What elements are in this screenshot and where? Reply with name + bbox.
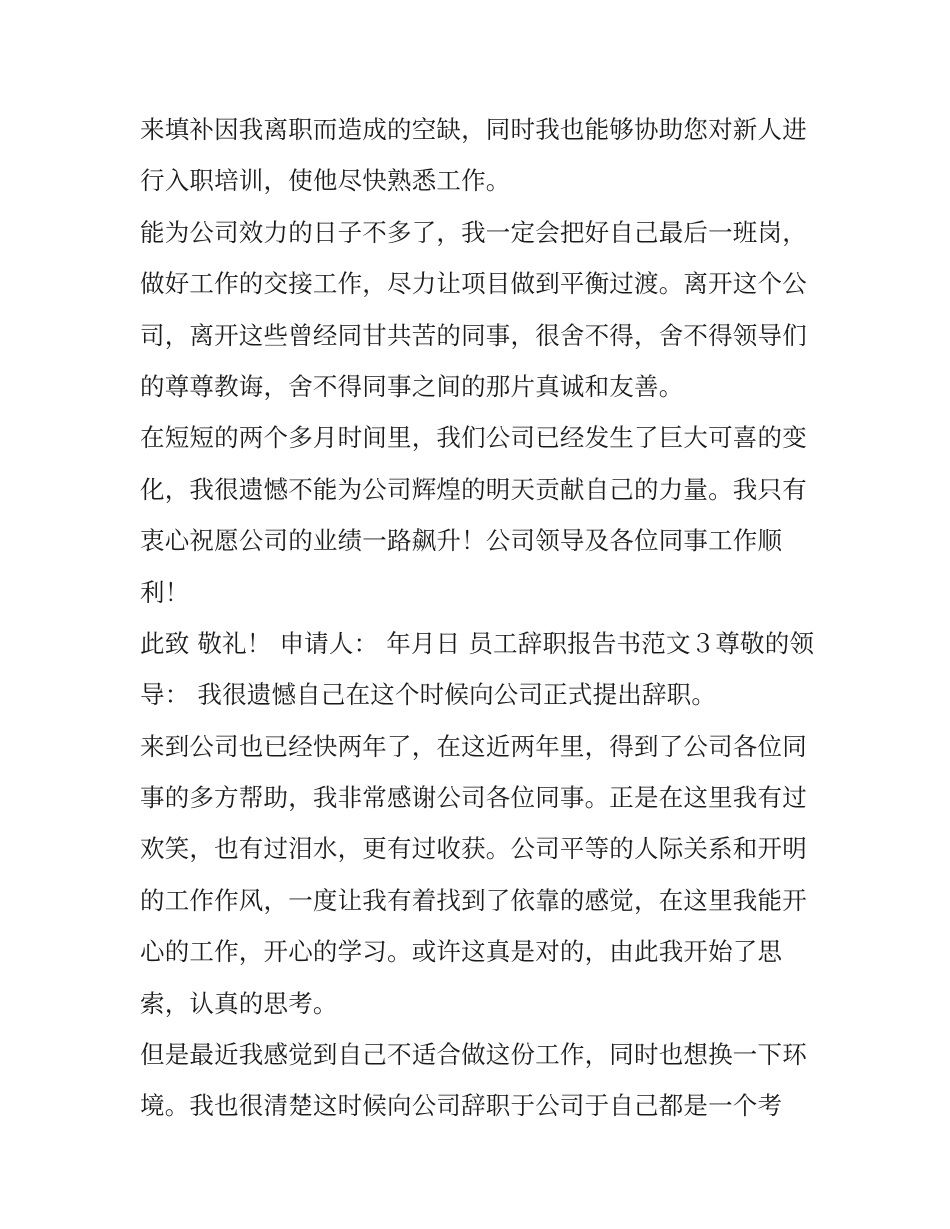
text-line: 欢笑，也有过泪水，更有过收获。公司平等的人际关系和开明 bbox=[140, 834, 807, 864]
text-line: 但是最近我感觉到自己不适合做这份工作，同时也想换一下环 bbox=[140, 1040, 807, 1070]
text-line: 此致 敬礼！ 申请人： 年月日 员工辞职报告书范文３尊敬的领 bbox=[140, 628, 815, 658]
text-line: 能为公司效力的日子不多了，我一定会把好自己最后一班岗， bbox=[140, 217, 807, 247]
text-line: 衷心祝愿公司的业绩一路飙升！公司领导及各位同事工作顺 bbox=[140, 526, 783, 556]
text-line: 行入职培训，使他尽快熟悉工作。 bbox=[140, 166, 511, 196]
text-line: 事的多方帮助，我非常感谢公司各位同事。正是在这里我有过 bbox=[140, 783, 807, 813]
text-line: 境。我也很清楚这时候向公司辞职于公司于自己都是一个考 bbox=[140, 1091, 783, 1121]
text-line: 在短短的两个多月时间里，我们公司已经发生了巨大可喜的变 bbox=[140, 423, 807, 453]
text-line: 的尊尊教诲，舍不得同事之间的那片真诚和友善。 bbox=[140, 371, 684, 401]
text-line: 化，我很遗憾不能为公司辉煌的明天贡献自己的力量。我只有 bbox=[140, 474, 807, 504]
text-line: 来填补因我离职而造成的空缺，同时我也能够协助您对新人进 bbox=[140, 115, 807, 144]
text-line: 做好工作的交接工作，尽力让项目做到平衡过渡。离开这个公 bbox=[140, 269, 807, 299]
document-body bbox=[140, 104, 820, 1132]
text-line: 利！ bbox=[140, 577, 190, 607]
text-line: 司，离开这些曾经同甘共苦的同事，很舍不得，舍不得领导们 bbox=[140, 320, 807, 350]
text-line: 来到公司也已经快两年了，在这近两年里，得到了公司各位同 bbox=[140, 731, 807, 761]
text-line: 心的工作，开心的学习。或许这真是对的，由此我开始了思 bbox=[140, 937, 783, 967]
text-line: 导： 我很遗憾自己在这个时候向公司正式提出辞职。 bbox=[140, 680, 717, 710]
text-line: 的工作作风，一度让我有着找到了依靠的感觉，在这里我能开 bbox=[140, 885, 807, 915]
text-line: 索，认真的思考。 bbox=[140, 988, 338, 1018]
